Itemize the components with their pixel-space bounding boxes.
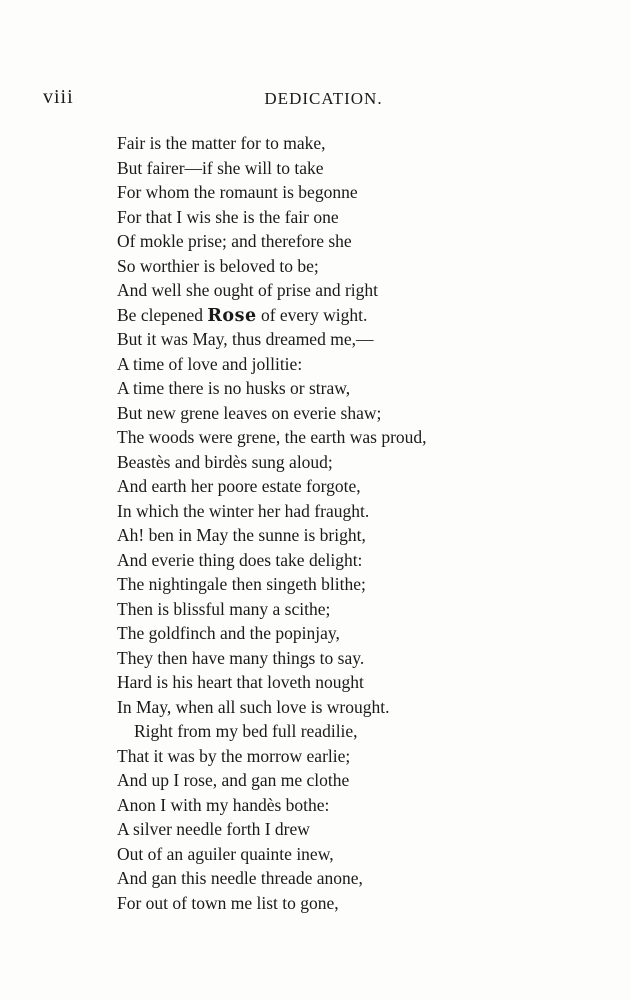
poem-line: For whom the romaunt is begonne [117, 182, 358, 202]
poem-line: Then is blissful many a scithe; [117, 598, 331, 619]
poem-line: A time there is no husks or straw, [117, 378, 351, 398]
poem-line: And gan this needle threade anone, [117, 868, 363, 888]
poem-line: For out of town me list to gone, [117, 892, 339, 913]
poem-line: Out of an aguiler quainte inew, [117, 843, 334, 864]
poem-line: They then have many things to say. [117, 647, 365, 668]
poem-line: That it was by the morrow earlie; [117, 745, 351, 766]
poem-line: And well she ought of prise and right [117, 280, 378, 300]
poem-line: In May, when all such love is wrought. [117, 696, 390, 717]
poem-line: The woods were grene, the earth was proud, [117, 427, 427, 447]
poem-line: Anon I with my handès bothe: [117, 794, 330, 815]
poem-line: For that I wis she is the fair one [117, 206, 339, 227]
poem-line: And everie thing does take delight: [117, 549, 363, 570]
poem-line: Of mokle prise; and therefore she [117, 231, 352, 251]
poem-line [117, 303, 617, 328]
poem-line: But it was May, thus dreamed me,— [117, 329, 374, 349]
poem-line: The nightingale then singeth blithe; [117, 574, 366, 594]
poem-line: Ah! ben in May the sunne is bright, [117, 525, 366, 545]
poem-line: Hard is his heart that loveth nought [117, 672, 364, 692]
poem-line: A time of love and jollitie: [117, 353, 303, 374]
poem-line: But new grene leaves on everie shaw; [117, 402, 382, 423]
poem-line: And up I rose, and gan me clothe [117, 770, 350, 790]
blackletter-rose: Rose [207, 305, 257, 326]
poem-line-indented: Right from my bed full readilie, [134, 721, 358, 741]
poem-line-before: Be clepened [117, 304, 208, 325]
poem-line: And earth her poore estate forgote, [117, 476, 361, 496]
poem-line-after: of every wight. [256, 304, 368, 325]
poem-line: The goldfinch and the popinjay, [117, 623, 340, 643]
page-number: viii [43, 86, 74, 108]
poem-line: But fairer—if she will to take [117, 157, 324, 178]
poem-line: So worthier is beloved to be; [117, 255, 319, 276]
poem-line: Fair is the matter for to make, [117, 133, 326, 153]
poem-stanza [117, 131, 617, 915]
poem-line: In which the winter her had fraught. [117, 500, 370, 521]
poem-line: A silver needle forth I drew [117, 819, 310, 839]
running-head-title: DEDICATION. [264, 89, 383, 108]
poem-line: Beastès and birdès sung aloud; [117, 451, 333, 472]
